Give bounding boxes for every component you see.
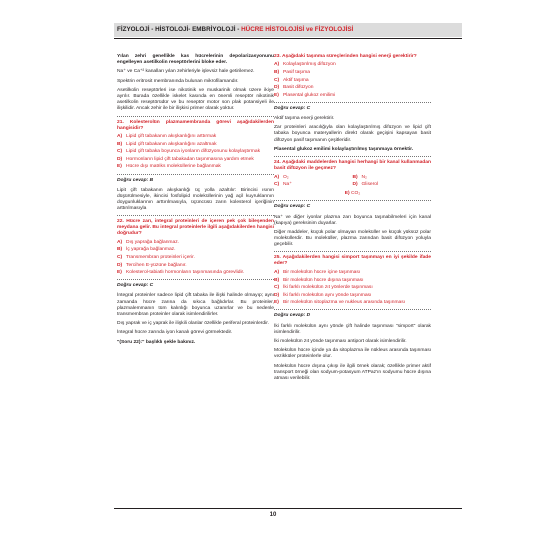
question-21-options xyxy=(117,134,274,170)
paragraph: Molekülün hücre içinde ya da sitoplazma ile nükleus arasında taşınması vezikküler proteinlerle olur. xyxy=(274,348,431,360)
option: C) Aktif taşıma xyxy=(274,77,309,83)
paragraph: Yılan zehri genellikle kas hücrelerinin depolarizasyonunu engelleyen asetilkolin reseptörlerini bloke eder. xyxy=(117,54,274,66)
option: A) Lipid çift tabakanın akışkanlığını arttırmak xyxy=(117,134,217,140)
option: A) Bir molekülün hücre içine taşınması xyxy=(274,269,361,275)
option: B) Bir molekülün hücre dışına taşınması xyxy=(274,277,364,283)
option: B) Lipid çift tabakanın akışkanlığını azaltmak xyxy=(117,141,217,147)
divider xyxy=(117,174,274,175)
divider xyxy=(274,200,431,201)
paragraph: Zar proteinleri aracılığıyla olan kolaylaştırılmış difüzyon ve lipid çift tabaka boyunca materyallerin direkt olarak geçişini kapsayan basit difüzyon pasif taşımanın çeşitleridir. xyxy=(274,125,431,143)
paragraph: İki molekülün zıt yönde taşınması antiport olarak isimlendirilir. xyxy=(274,338,407,344)
option: E) Plasental glukoz emilimi xyxy=(274,92,336,98)
paragraph: Diğer maddeler, küçük polar olmayan moleküller ve küçük yüksüz polar moleküllerdir. Bu moleküller, plazma zarından basit difüzyon yoluyla geçebilir. xyxy=(274,229,431,248)
paragraph: Dış yaprak ve iç yaprak ile ilişkili olanlar özellikle periferal proteinlerdir. xyxy=(117,321,269,326)
option: D) Hormonların lipid çift tabakadan taşınmasına yardım etmek xyxy=(117,156,254,162)
option: E) Kolesterol-tabiatlı hormonların taşınmasında görevlidir. xyxy=(117,270,245,276)
answer-24: Doğru cevap: C xyxy=(274,204,311,210)
paragraph: Asetilkolin reseptörleri ise nikotinik ve muskarinik olmak üzere ikiye ayrılır. Burada özellikle iskelet kasında en önemli reseptör nikotinik asetilkolin reseptörüdür ve bu reseptör motor son plak potansiyeli ile ilişkilidir. Ancak zehir ile bir ilişkisi primer olarak yoktur. xyxy=(117,87,274,112)
divider xyxy=(117,279,274,280)
paragraph: Plasental glukoz emilimi kolaylaştırılmış taşınmaya örnektir. xyxy=(274,146,414,152)
option: C) İki farklı molekülün zıt yönlerde taşınması xyxy=(274,285,373,291)
page-number: 10 xyxy=(269,512,277,518)
left-column xyxy=(117,54,274,349)
option: A) Dış yaprağa bağlanmaz. xyxy=(117,239,180,245)
paragraph: Lipit çift tabakanın akışkanlığı üç yolla azaltılır: Birincisi ısının düşürülmesiyle, ikincisi fosfolipid moleküllerinin yağ açil kuyruklarının doygunluklarının arttırılmasıyla, üçüncüsü zarın kolesterol içeriğinin arttırılmasıyla xyxy=(117,187,274,211)
header-subject: FİZYOLOJİ - HİSTOLOJİ- EMBRİYOLOJİ - xyxy=(117,26,242,33)
question-23-options xyxy=(274,62,431,98)
page-header xyxy=(114,23,462,37)
paragraph: "(Soru 22):" başlıklı şekle bakınız. xyxy=(117,339,196,345)
option: D) İki farklı molekülün aynı yönde taşınması xyxy=(274,292,372,298)
answer-23: Doğru cevap: C xyxy=(274,105,311,111)
option: B) N₂ xyxy=(352,174,367,180)
paragraph: Na⁺ ve diğer iyonlar plazma zarı boyunca taşınabilmeleri için kanal (kapıya) gereksinim duyarlar. xyxy=(274,214,431,226)
divider xyxy=(117,215,274,216)
option: C) Transmembran proteinleri içerir. xyxy=(117,255,195,261)
question-23: 23. Aşağıdaki taşınma süreçlerinden hangisi enerji gerektirir? xyxy=(274,54,417,59)
question-22-options xyxy=(117,240,274,276)
option: A) O₂ xyxy=(274,174,289,180)
paragraph: Molekülün hücre dışına çıkışı ile ilgili örnek olarak; özellikle primer aktif transport örneği olan sodyum-potasyum ATPaz'ın sodyumu hücre dışına atması verilebilir. xyxy=(274,363,431,381)
question-25: 25. Aşağıdakilerden hangisi simport taşınmayı en iyi şekilde ifade eder? xyxy=(274,255,431,267)
footer-rule xyxy=(114,508,462,509)
answer-25: Doğru cevap: D xyxy=(274,313,311,319)
header-topic: HÜCRE HİSTOLOJİSİ ve FİZYOLOJİSİ xyxy=(241,26,354,33)
option: E) Bir molekülün sitoplazma ve nukleus arasında taşınması xyxy=(274,300,406,306)
question-24-options xyxy=(274,175,431,189)
divider xyxy=(274,156,431,157)
right-column xyxy=(274,54,431,385)
paragraph: İntegral hücre zarında iyon kanalı görevi görmektedir. xyxy=(117,330,233,336)
paragraph: Spektrin eritrosit membranında bulunan mikrofilamandır. xyxy=(117,78,239,84)
option: C) Na⁺ xyxy=(274,182,292,188)
paragraph: Aktif taşıma enerji gerektirir. xyxy=(274,116,335,122)
option: D) Tercihen E-yüzüne bağlanır. xyxy=(117,262,187,268)
answer-22: Doğru cevap: C xyxy=(117,283,154,289)
question-22: 22. Hücre zarı, integral proteinleri de içeren pek çok bileşenden meydana gelir. Bu integral proteinlerle ilgili aşağıdakilerden hangisi doğrudur? xyxy=(117,219,274,237)
option: D) Basit difüzyon xyxy=(274,85,314,91)
option: A) Kolaylaştırılmış difüzyon xyxy=(274,62,336,68)
question-24: 24. Aşağıdaki maddelerden hangisi herhangi bir kanal kullanmadan basit difüzyon ile geçmez? xyxy=(274,160,431,172)
option: E) CO₂ xyxy=(344,191,361,197)
answer-21: Doğru cevap: B xyxy=(117,177,154,183)
option: B) Pasif taşıma xyxy=(274,70,310,76)
option: C) Lipid çift tabaka boyunca iyonların difüzyonunu kolaylaştırmak xyxy=(117,149,261,155)
divider xyxy=(274,251,431,252)
option: D) Gliserol xyxy=(352,182,379,188)
option: B) İç yaprağa bağlanmaz. xyxy=(117,247,176,253)
question-21: 21. Kolesterolün plazmamembranda görevi aşağıdakilerden hangisidir? xyxy=(117,119,274,131)
divider xyxy=(117,116,274,117)
divider xyxy=(274,102,431,103)
paragraph: İntegral proteinler sadece lipid çift tabaka ile ilişki halinde olmayıp; aynı zamanda hücre zarına da sıkıca bağlıdırlar. Bu proteinler, plazmalemmanın tüm kalınlığı boyunca uzanırlar ve bu nedenle transmembran proteinler olarak isimlendirilirler. xyxy=(117,293,274,317)
divider xyxy=(274,309,431,310)
question-25-options xyxy=(274,270,431,306)
header-rule xyxy=(114,38,462,39)
paragraph: Na⁺ ve Ca⁺² kanalları yılan zehirleriyle işlevsiz hale getirilemez. xyxy=(117,69,255,75)
paragraph: İki farklı molekülün aynı yönde çift halinde taşınması "simport" olarak isimlendirilir. xyxy=(274,323,431,335)
option: E) Hücre dışı matriks moleküllerine bağlanmak xyxy=(117,164,221,170)
